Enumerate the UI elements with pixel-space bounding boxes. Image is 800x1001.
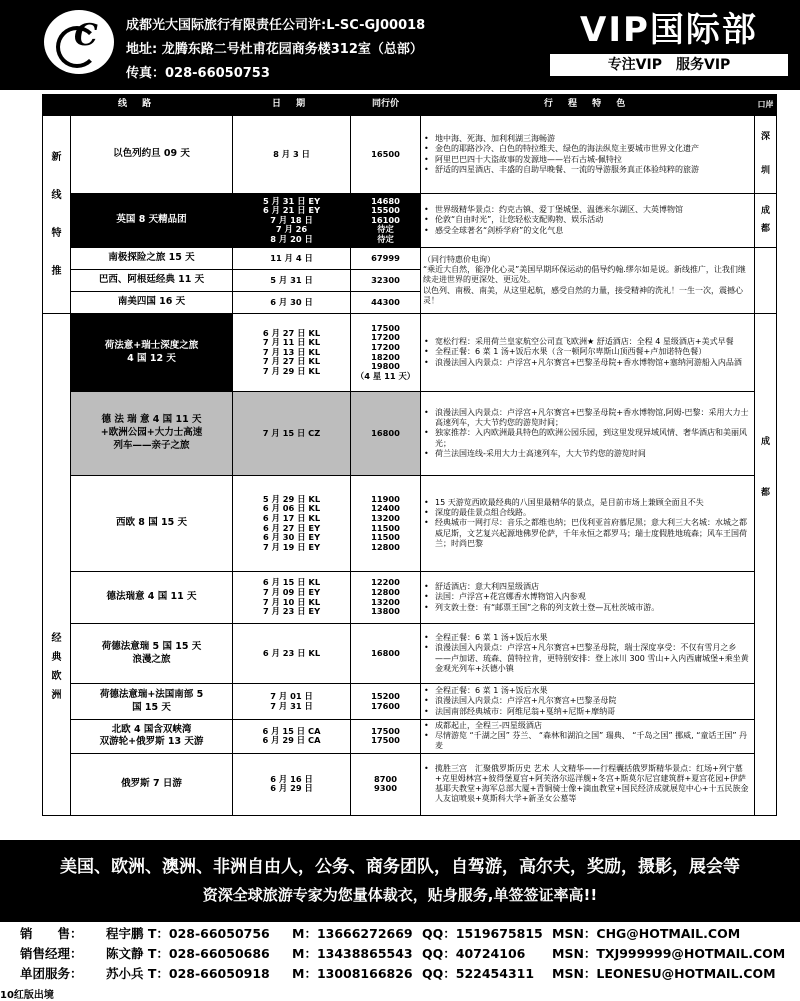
route-dates: 8 月 3 日 [233,116,351,194]
route-features [421,572,755,624]
header-date: 日 期 [233,95,351,116]
route-price: 11900 12400 13200 11500 11500 12800 [351,476,421,572]
feature-item: • 感受全球著名“剑桥学府”的文化气息 [431,226,752,236]
route-dates: 5 月 31 日 [233,270,351,292]
table-row [43,572,777,624]
contact-qq: QQ：1519675815 [422,926,543,941]
feature-item: • 法国南部经典城市：阿维尼翁+戛纳+尼斯+摩纳哥 [431,707,752,717]
header-price: 同行价 [351,95,421,116]
route-name: 西欧 8 国 15 天 [71,476,233,572]
company-fax: 传真：028-66050753 [126,66,270,81]
feature-item: • 浪漫法国入内景点：卢浮宫+凡尔赛宫+巴黎圣母院，瑞士深度享受：不仅有雪月之乡——卢加诺、琉森、茵特拉肯，更特别安排：登上冰川 300 雪山+入内西庸城堡+乘坐黄金观光列车+沃德小镇 [431,643,752,674]
table-row [43,314,777,392]
company-address: 地址: 龙腾东路二号杜甫花园商务楼312室（总部） [126,42,423,57]
feature-item: • 金色的耶路沙冷、白色的特拉维夫、绿色的海法纵览主要城市世界文化遗产 [431,144,752,154]
header-depart: 口岸 [755,95,777,116]
route-features [421,720,755,754]
departure-empty [755,248,777,314]
banner-line-2: 资深全球旅游专家为您量体裁衣，贴身服务,单签签证率高!! [202,886,598,904]
feature-item: • 地中海、死海、加利利湖三海畅游 [431,134,752,144]
route-price: 16800 [351,392,421,476]
feature-item: • 阿里巴巴四十大盗故事的发源地——岩石古城-佩特拉 [431,155,752,165]
route-name: 以色列约旦 09 天 [71,116,233,194]
route-dates: 7 月 15 日 CZ [233,392,351,476]
category-new: 新 线 特 推 [43,116,71,314]
contact-role: 销售经理： [20,946,83,961]
feature-item: • 舒适酒店：意大利四星级酒店 [431,582,752,592]
tour-table [42,94,777,816]
route-name: 荷德法意瑞 5 国 15 天 浪漫之旅 [71,624,233,684]
contact-role: 销 售： [20,926,83,941]
feature-item: • 浪漫法国入内景点：卢浮宫+凡尔赛宫+巴黎圣母院+香水博物馆+塞纳河游船入内品酒 [431,358,752,368]
route-dates: 11 月 4 日 [233,248,351,270]
feature-item: • 全程正餐：6 菜 1 汤+饭后水果 [431,686,752,696]
page-number: 10红版出境 [0,990,54,1001]
feature-item: • 全程正餐：6 菜 1 汤+饭后水果（含一顿阿尔卑斯山顶西餐+卢加诺特色餐） [431,347,752,357]
feature-item: • 世界级精华景点：约克古镇、爱丁堡城堡、温德米尔湖区、大英博物馆 [431,205,752,215]
table-row [43,684,777,720]
route-price: 14680 15500 16100 待定 待定 [351,194,421,248]
table-row [43,624,777,684]
route-dates: 5 月 31 日 EY 6 月 21 日 EY 7 月 18 日 7 月 26 8 月 20 日 [233,194,351,248]
route-price: 32300 [351,270,421,292]
route-price: 17500 17500 [351,720,421,754]
route-name: 南极探险之旅 15 天 [71,248,233,270]
route-price: 8700 9300 [351,753,421,815]
feature-item: • 深度的最佳景点组合线路。 [431,508,752,518]
contact-name-tel: 程宇鹏 T：028-66050756 [106,926,270,941]
contact-qq: QQ：40724106 [422,946,526,961]
table-row [43,194,777,248]
departure-city: 成 都 [755,194,777,248]
feature-item: • 浪漫法国入内景点：卢浮宫+凡尔赛宫+巴黎圣母院+香水博物馆,阿姆-巴黎：采用大力士高速列车，大大节约您的游览时间； [431,408,752,428]
route-name: 荷德法意瑞+法国南部 5 国 15 天 [71,684,233,720]
route-dates: 5 月 29 日 KL 6 月 06 日 KL 6 月 17 日 KL 6 月 27 日 EY 6 月 30 日 EY 7 月 19 日 EY [233,476,351,572]
feature-item: • 列支敦士登：有“邮票王国”之称的列支敦士登—瓦杜茨城市游。 [431,603,752,613]
contact-msn: MSN：TXJ999999@HOTMAIL.COM [552,946,786,961]
table-row [43,476,777,572]
departure-city: 成 都 [755,314,777,816]
route-name: 德法瑞意 4 国 11 天 [71,572,233,624]
table-row [43,753,777,815]
feature-item: • 独家推荐：入内欧洲最具特色的欧洲公园乐园，到这里发现异域风情、奢华酒店和美丽风光； [431,428,752,448]
feature-item: • 全程正餐：6 菜 1 汤+饭后水果 [431,633,752,643]
contact-role: 单团服务： [20,966,83,981]
promo-banner [0,840,800,922]
feature-item: • 经典城市一网打尽：音乐之都维也纳；巴伐利亚首府慕尼黑；意大利三大名城：水城之都威尼斯，文艺复兴起源地佛罗伦萨，千年永恒之都罗马；瑞士度假胜地琉森；风车王国荷兰；时尚巴黎 [431,518,752,549]
contact-mobile: M：13008166826 [292,966,413,981]
contact-msn: MSN：CHG@HOTMAIL.COM [552,926,741,941]
route-features [421,684,755,720]
table-row [43,720,777,754]
contact-mobile: M：13438865543 [292,946,413,961]
route-name: 德 法 瑞 意 4 国 11 天 +欧洲公园+大力士高速 列车——亲子之旅 [71,392,233,476]
contact-name-tel: 陈文静 T：028-66050686 [106,946,270,961]
route-name: 南美四国 16 天 [71,292,233,314]
route-dates: 6 月 23 日 KL [233,624,351,684]
route-name: 荷法意+瑞士深度之旅 4 国 12 天 [71,314,233,392]
route-price: 12200 12800 13200 13800 [351,572,421,624]
vip-badge [550,10,788,76]
route-features [421,194,755,248]
feature-item: • 法国：卢浮宫+花宫娜香水博物馆入内参观 [431,592,752,602]
table-row [43,248,777,270]
route-price: 17500 17200 17200 18200 19800 （4 星 11 天） [351,314,421,392]
departure-city: 深 圳 [755,116,777,194]
south-america-note [421,248,755,314]
route-features [421,392,755,476]
table-row [43,116,777,194]
feature-item: • 揽胜三宫 汇聚俄罗斯历史 艺术 人文精华——行程囊括俄罗斯精华景点：红场+列宁墓+克里姆林宫+彼得堡夏宫+阿芙洛尔巡洋舰+冬宫+斯莫尔尼宫建筑群+夏宫花园+伊萨基耶夫教堂+海军总部大厦+青铜骑士像+滴血教堂+国民经济成就展览中心+十五民族金人友谊喷泉+莫斯科大学+新圣女公墓等 [431,764,752,805]
feature-item: • 伦敦“自由时光”，让您轻松支配购物、娱乐活动 [431,215,752,225]
route-features [421,624,755,684]
table-row [43,392,777,476]
contact-name-tel: 苏小兵 T：028-66050918 [106,966,270,981]
route-price: 15200 17600 [351,684,421,720]
contact-qq: QQ：522454311 [422,966,535,981]
route-dates: 6 月 27 日 KL 7 月 11 日 KL 7 月 13 日 KL 7 月 27 日 KL 7 月 29 日 KL [233,314,351,392]
category-europe: 经 典 欧 洲 [43,314,71,816]
route-features [421,753,755,815]
route-name: 俄罗斯 7 日游 [71,753,233,815]
route-dates: 6 月 16 日 6 月 29 日 [233,753,351,815]
route-dates: 6 月 30 日 [233,292,351,314]
route-price: 16800 [351,624,421,684]
route-name: 北欧 4 国含双峡湾 双游轮+俄罗斯 13 天游 [71,720,233,754]
route-dates: 7 月 01 日 7 月 31 日 [233,684,351,720]
feature-item: • 15 天游览西欧最经典的八国里最精华的景点，是目前市场上兼顾全面且不失 [431,498,752,508]
header [0,0,800,90]
route-price: 16500 [351,116,421,194]
feature-item: • 成都起止，全程三-四星级酒店 [431,721,752,731]
header-route: 线 路 [43,95,233,116]
route-features [421,476,755,572]
feature-item: • 浪漫法国入内景点：卢浮宫+凡尔赛宫+巴黎圣母院 [431,696,752,706]
route-price: 44300 [351,292,421,314]
route-dates: 6 月 15 日 CA 6 月 29 日 CA [233,720,351,754]
feature-item: • 荷兰法国连线-采用大力士高速列车，大大节约您的游览时间 [431,449,752,459]
feature-item: • 宽松行程：采用荷兰皇家航空公司直飞欧洲★ 舒适酒店：全程 4 星级酒店+美式早餐 [431,337,752,347]
note-line: “乘近大自然，能净化心灵”美国早期环保运动的倡导约翰.缪尔如是说。新线推广，让我们继续走进世界的更深处、更远处。 [423,265,746,285]
feature-item: • 尽情游览 “千湖之国” 芬兰、 “森林和湖泊之国” 瑞典、 “千岛之国” 挪威, “童话王国” 丹麦 [431,731,752,751]
route-name: 英国 8 天精品团 [71,194,233,248]
banner-line-1: 美国、欧洲、澳洲、非洲自由人，公务、商务团队，自驾游，高尔夫，奖励，摄影，展会等 [60,857,740,877]
header-features: 行 程 特 色 [421,95,755,116]
contact-list [0,924,800,988]
table-header [43,95,777,116]
vip-title: VIP国际部 [580,10,758,50]
route-dates: 6 月 15 日 KL 7 月 09 日 EY 7 月 10 日 KL 7 月 23 日 EY [233,572,351,624]
route-price: 67999 [351,248,421,270]
contact-msn: MSN：LEONESU@HOTMAIL.COM [552,966,776,981]
feature-item: • 舒适的四星酒店、丰盛的自助早晚餐、一流的导游服务真正体验纯粹的旅游 [431,165,752,175]
note-line: 以色列、南极、南美，从这里起航，感受自然的力量，接受精神的洗礼！一生一次，震撼心灵！ [423,285,744,305]
company-name: 成都光大国际旅行有限责任公司许:L-SC-GJ00018 [126,18,426,33]
note-line: （同行特惠价电询） [423,254,496,264]
route-features [421,314,755,392]
contact-mobile: M：13666272669 [292,926,413,941]
vip-slogan: 专注VIP 服务VIP [550,54,788,76]
route-name: 巴西、阿根廷经典 11 天 [71,270,233,292]
company-logo: C [44,10,114,74]
route-features [421,116,755,194]
